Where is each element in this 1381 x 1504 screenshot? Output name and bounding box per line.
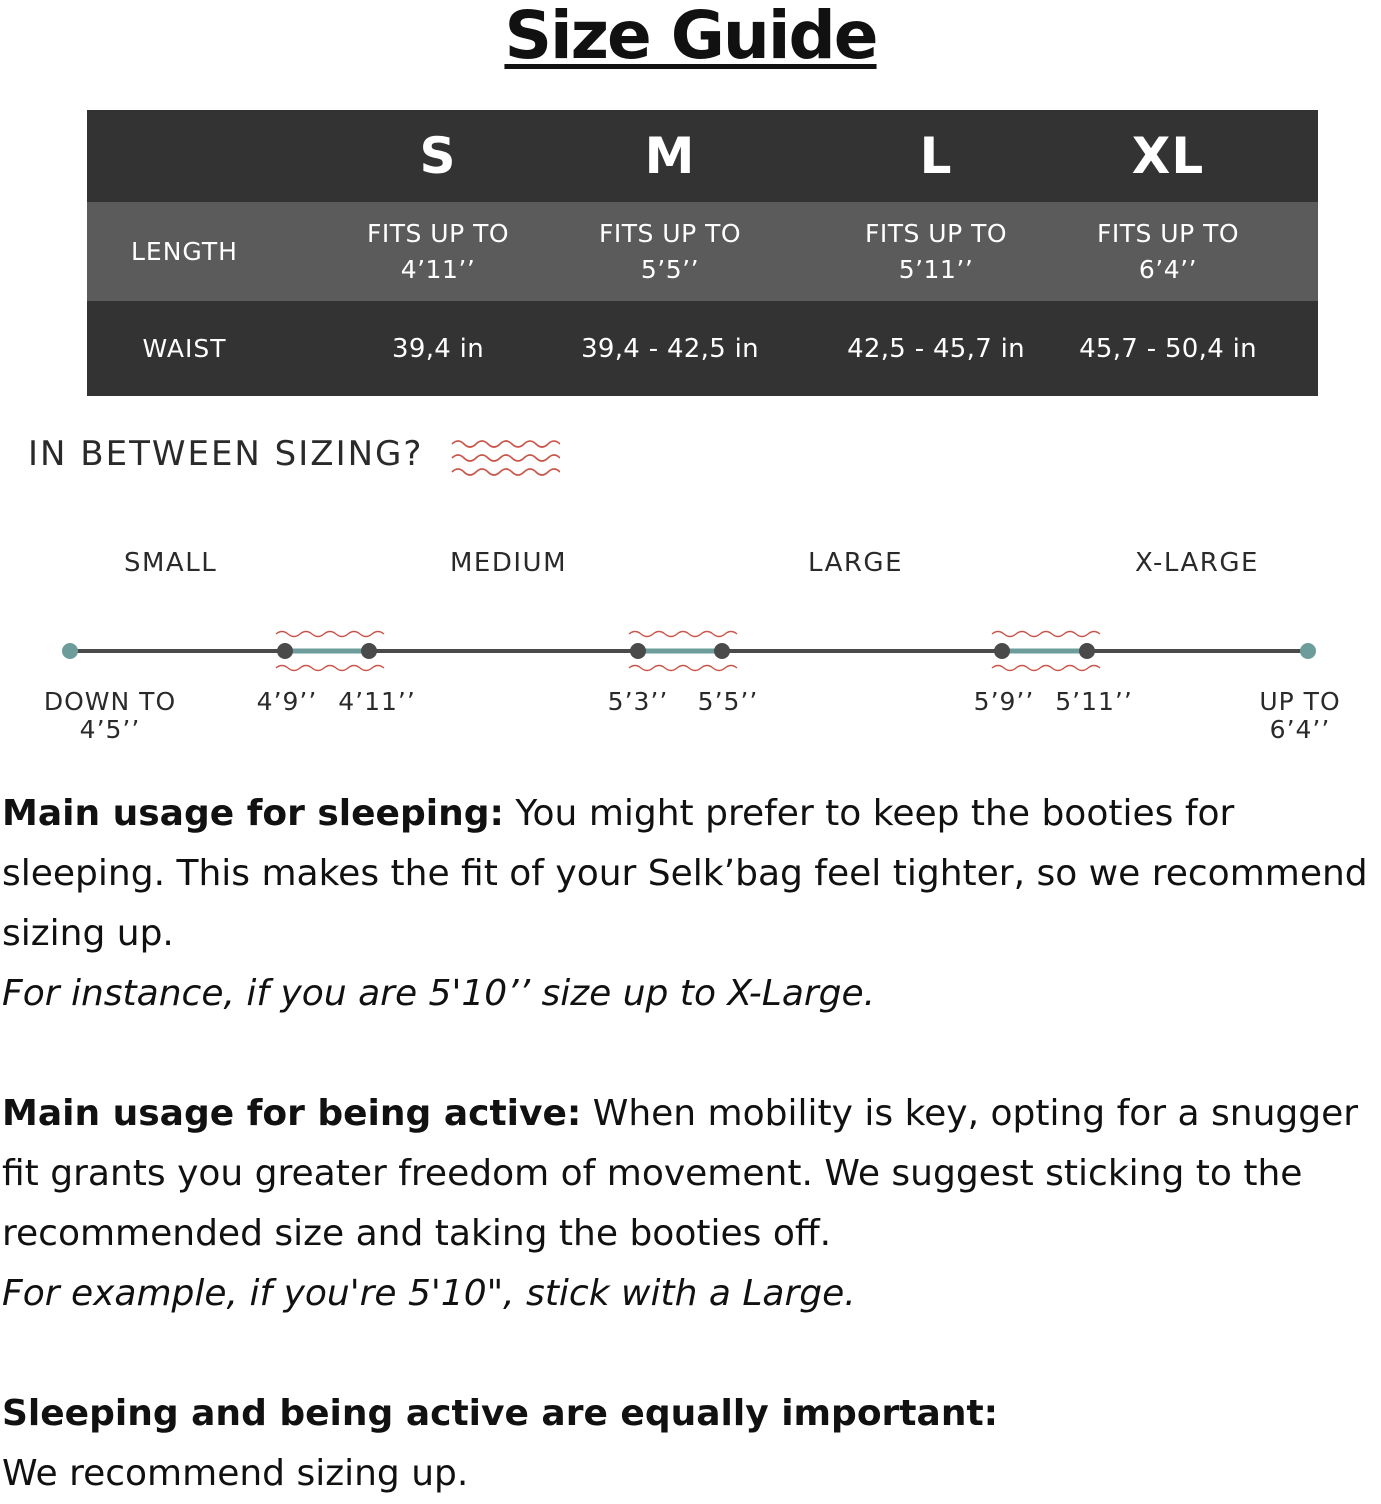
tick-label: 5’11’’ [1055,687,1133,716]
size-header-row [87,110,1318,202]
tick-label: 4’9’’ [256,687,318,716]
tick-label: 5’3’’ [607,687,669,716]
range-wave [629,632,737,637]
range-dot [1079,643,1095,659]
size-name-medium: MEDIUM [450,548,568,578]
both-text: We recommend sizing up. [2,1453,469,1494]
wave-decoration-icon [450,436,560,486]
waist-xl: 45,7 - 50,4 in [1079,333,1257,364]
active-heading: Main usage for being active: [2,1093,582,1134]
size-name-xlarge: X-LARGE [1135,548,1259,578]
size-scale [0,620,1381,680]
range-wave [276,666,384,671]
both-paragraph [2,1384,1381,1504]
size-l-header: L [919,127,953,185]
scale-start-dot [62,643,78,659]
range-dot [277,643,293,659]
scale-end-dot [1300,643,1316,659]
range-dot [994,643,1010,659]
tick-label: 5’5’’ [697,687,759,716]
size-xl-header: XL [1131,127,1205,185]
size-name-large: LARGE [808,548,904,578]
active-paragraph [2,1084,1381,1324]
size-m-header: M [644,127,696,185]
range-dot [361,643,377,659]
length-label: LENGTH [131,237,238,266]
sleeping-example: For instance, if you are 5'10’’ size up to X-Large. [2,973,876,1014]
range-wave [276,632,384,637]
active-example: For example, if you're 5'10", stick with a Large. [2,1273,856,1314]
waist-label: WAIST [142,334,227,363]
size-s-header: S [419,127,457,185]
scale-end-label: UP TO 6’4’’ [1259,687,1341,744]
active-text: When mobility is key, opting for a snugger fit grants you greater freedom of movement. We suggest sticking to the recommended size and taking the booties off. [2,1093,1359,1254]
waist-m: 39,4 - 42,5 in [581,333,759,364]
tick-label: 5’9’’ [973,687,1035,716]
length-l: FITS UP TO 5’11’’ [864,218,1008,284]
waist-l: 42,5 - 45,7 in [847,333,1025,364]
waist-row [87,301,1318,396]
length-xl: FITS UP TO 6’4’’ [1096,218,1240,284]
page-title: Size Guide [504,0,877,74]
range-wave [629,666,737,671]
range-dot [714,643,730,659]
size-name-small: SMALL [124,548,218,578]
range-wave [992,632,1100,637]
in-between-heading: IN BETWEEN SIZING? [28,434,424,474]
waist-s: 39,4 in [392,333,484,364]
size-table [87,110,1318,396]
sleeping-text: You might prefer to keep the booties for sleeping. This makes the fit of your Selk’bag feel tighter, so we recommend sizing up. [2,793,1368,954]
both-heading: Sleeping and being active are equally important: [2,1393,999,1434]
range-dot [630,643,646,659]
length-s: FITS UP TO 4’11’’ [366,218,510,284]
range-wave [992,666,1100,671]
scale-start-label: DOWN TO 4’5’’ [43,687,177,744]
sleeping-paragraph [2,784,1381,1024]
tick-label: 4’11’’ [338,687,416,716]
length-row [87,202,1318,301]
sleeping-heading: Main usage for sleeping: [2,793,504,834]
length-m: FITS UP TO 5’5’’ [598,218,742,284]
